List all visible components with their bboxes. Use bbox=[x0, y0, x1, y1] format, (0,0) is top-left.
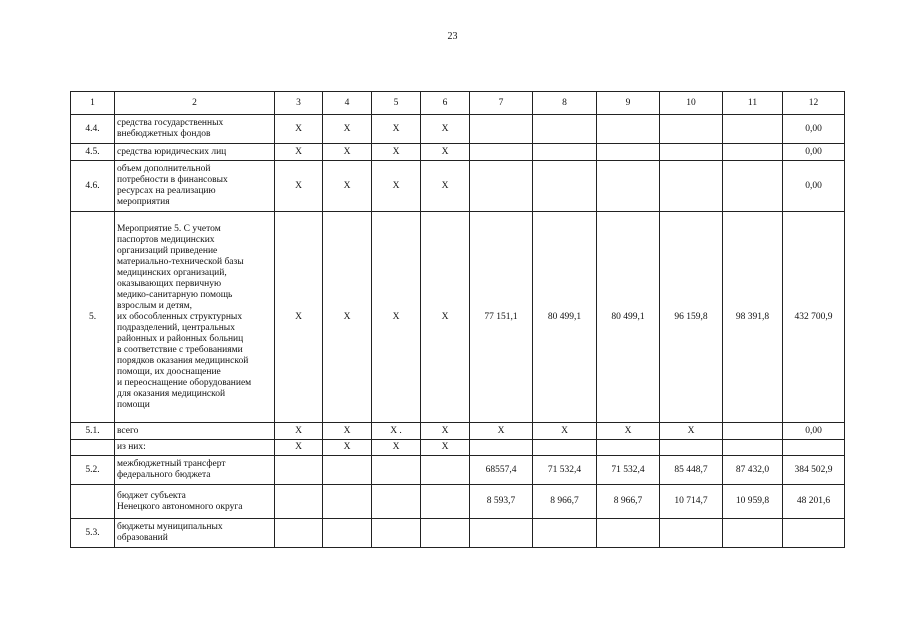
value-cell bbox=[597, 115, 660, 144]
value-cell bbox=[533, 519, 597, 548]
header-cell: 11 bbox=[723, 92, 783, 115]
value-cell bbox=[660, 144, 723, 161]
value-cell: 0,00 bbox=[783, 423, 845, 440]
value-cell: Х bbox=[275, 115, 323, 144]
value-cell: 85 448,7 bbox=[660, 456, 723, 485]
value-cell bbox=[275, 456, 323, 485]
row-description: из них: bbox=[115, 440, 275, 456]
table-body bbox=[71, 115, 845, 548]
value-cell: 71 532,4 bbox=[597, 456, 660, 485]
table-row bbox=[71, 485, 845, 519]
header-cell: 12 bbox=[783, 92, 845, 115]
row-number: 4.4. bbox=[71, 115, 115, 144]
table-row bbox=[71, 519, 845, 548]
value-cell bbox=[470, 161, 533, 212]
header-cell: 2 bbox=[115, 92, 275, 115]
header-cell: 9 bbox=[597, 92, 660, 115]
value-cell: Х bbox=[421, 115, 470, 144]
value-cell bbox=[533, 161, 597, 212]
row-number: 5.2. bbox=[71, 456, 115, 485]
value-cell: Х bbox=[372, 115, 421, 144]
value-cell bbox=[660, 161, 723, 212]
value-cell bbox=[470, 440, 533, 456]
value-cell: Х bbox=[323, 144, 372, 161]
value-cell bbox=[660, 440, 723, 456]
header-row bbox=[71, 92, 845, 115]
value-cell bbox=[533, 144, 597, 161]
value-cell bbox=[723, 519, 783, 548]
table-row bbox=[71, 423, 845, 440]
budget-table bbox=[70, 91, 845, 548]
value-cell: Х bbox=[275, 440, 323, 456]
value-cell bbox=[372, 456, 421, 485]
value-cell: 80 499,1 bbox=[597, 212, 660, 423]
value-cell bbox=[470, 519, 533, 548]
value-cell: 80 499,1 bbox=[533, 212, 597, 423]
row-description: бюджет субъекта Ненецкого автономного округа bbox=[115, 485, 275, 519]
value-cell: 0,00 bbox=[783, 161, 845, 212]
row-description: Мероприятие 5. С учетом паспортов медицинских организаций приведение материально-технической базы медицинских организаций, оказывающих первичную медико-санитарную помощь взрослым и детям, их обособленных структурных подразделений, центральных районных и районных больниц в соответствие с требованиями порядков оказания медицинской помощи, их дооснащение и переоснащение оборудованием для оказания медицинской помощи bbox=[115, 212, 275, 423]
value-cell: 87 432,0 bbox=[723, 456, 783, 485]
value-cell bbox=[597, 161, 660, 212]
value-cell bbox=[533, 115, 597, 144]
row-number: 5.3. bbox=[71, 519, 115, 548]
row-description: средства юридических лиц bbox=[115, 144, 275, 161]
value-cell bbox=[783, 440, 845, 456]
row-description: объем дополнительной потребности в финансовых ресурсах на реализацию мероприятия bbox=[115, 161, 275, 212]
value-cell: Х bbox=[421, 161, 470, 212]
table-row bbox=[71, 212, 845, 423]
value-cell bbox=[723, 115, 783, 144]
value-cell bbox=[323, 485, 372, 519]
value-cell: Х bbox=[372, 440, 421, 456]
header-cell: 10 bbox=[660, 92, 723, 115]
value-cell: Х bbox=[372, 144, 421, 161]
header-cell: 8 bbox=[533, 92, 597, 115]
value-cell bbox=[533, 440, 597, 456]
value-cell: 71 532,4 bbox=[533, 456, 597, 485]
value-cell: Х bbox=[421, 423, 470, 440]
value-cell bbox=[275, 519, 323, 548]
value-cell: 10 959,8 bbox=[723, 485, 783, 519]
value-cell: 0,00 bbox=[783, 115, 845, 144]
header-cell: 3 bbox=[275, 92, 323, 115]
table-row bbox=[71, 115, 845, 144]
row-description: бюджеты муниципальных образований bbox=[115, 519, 275, 548]
header-cell: 6 bbox=[421, 92, 470, 115]
value-cell bbox=[660, 115, 723, 144]
value-cell: Х bbox=[660, 423, 723, 440]
value-cell bbox=[470, 115, 533, 144]
value-cell: 8 966,7 bbox=[533, 485, 597, 519]
value-cell: Х bbox=[323, 212, 372, 423]
value-cell bbox=[421, 456, 470, 485]
value-cell: Х bbox=[275, 161, 323, 212]
header-cell: 4 bbox=[323, 92, 372, 115]
page-number: 23 bbox=[447, 31, 458, 42]
value-cell: Х bbox=[421, 144, 470, 161]
value-cell: Х bbox=[470, 423, 533, 440]
value-cell: Х bbox=[421, 440, 470, 456]
value-cell: Х bbox=[275, 212, 323, 423]
value-cell bbox=[597, 440, 660, 456]
value-cell bbox=[723, 423, 783, 440]
value-cell: 96 159,8 bbox=[660, 212, 723, 423]
row-description: средства государственных внебюджетных фондов bbox=[115, 115, 275, 144]
value-cell bbox=[597, 519, 660, 548]
row-number: 4.6. bbox=[71, 161, 115, 212]
table-row bbox=[71, 440, 845, 456]
table-row bbox=[71, 456, 845, 485]
row-number: 5. bbox=[71, 212, 115, 423]
value-cell: 384 502,9 bbox=[783, 456, 845, 485]
value-cell: 68557,4 bbox=[470, 456, 533, 485]
row-description: всего bbox=[115, 423, 275, 440]
row-number: 4.5. bbox=[71, 144, 115, 161]
value-cell bbox=[372, 519, 421, 548]
value-cell: Х bbox=[372, 161, 421, 212]
value-cell: Х bbox=[323, 115, 372, 144]
value-cell: Х bbox=[421, 212, 470, 423]
value-cell bbox=[275, 485, 323, 519]
value-cell bbox=[597, 144, 660, 161]
value-cell: Х bbox=[323, 440, 372, 456]
row-number bbox=[71, 440, 115, 456]
value-cell: Х bbox=[323, 423, 372, 440]
value-cell bbox=[723, 144, 783, 161]
value-cell bbox=[723, 440, 783, 456]
value-cell bbox=[723, 161, 783, 212]
value-cell: 8 966,7 bbox=[597, 485, 660, 519]
value-cell: 98 391,8 bbox=[723, 212, 783, 423]
value-cell: Х bbox=[275, 423, 323, 440]
value-cell: Х bbox=[533, 423, 597, 440]
value-cell bbox=[323, 519, 372, 548]
header-cell: 7 bbox=[470, 92, 533, 115]
value-cell: 77 151,1 bbox=[470, 212, 533, 423]
value-cell: 0,00 bbox=[783, 144, 845, 161]
value-cell: 432 700,9 bbox=[783, 212, 845, 423]
row-number bbox=[71, 485, 115, 519]
value-cell: 10 714,7 bbox=[660, 485, 723, 519]
value-cell: Х . bbox=[372, 423, 421, 440]
row-number: 5.1. bbox=[71, 423, 115, 440]
value-cell bbox=[421, 485, 470, 519]
value-cell bbox=[470, 144, 533, 161]
table-row bbox=[71, 161, 845, 212]
value-cell: 48 201,6 bbox=[783, 485, 845, 519]
row-description: межбюджетный трансферт федерального бюджета bbox=[115, 456, 275, 485]
value-cell: Х bbox=[323, 161, 372, 212]
value-cell bbox=[660, 519, 723, 548]
value-cell bbox=[421, 519, 470, 548]
table-row bbox=[71, 144, 845, 161]
value-cell: Х bbox=[372, 212, 421, 423]
value-cell: 8 593,7 bbox=[470, 485, 533, 519]
value-cell bbox=[372, 485, 421, 519]
value-cell: Х bbox=[275, 144, 323, 161]
value-cell: Х bbox=[597, 423, 660, 440]
header-cell: 5 bbox=[372, 92, 421, 115]
value-cell bbox=[323, 456, 372, 485]
header-cell: 1 bbox=[71, 92, 115, 115]
value-cell bbox=[783, 519, 845, 548]
